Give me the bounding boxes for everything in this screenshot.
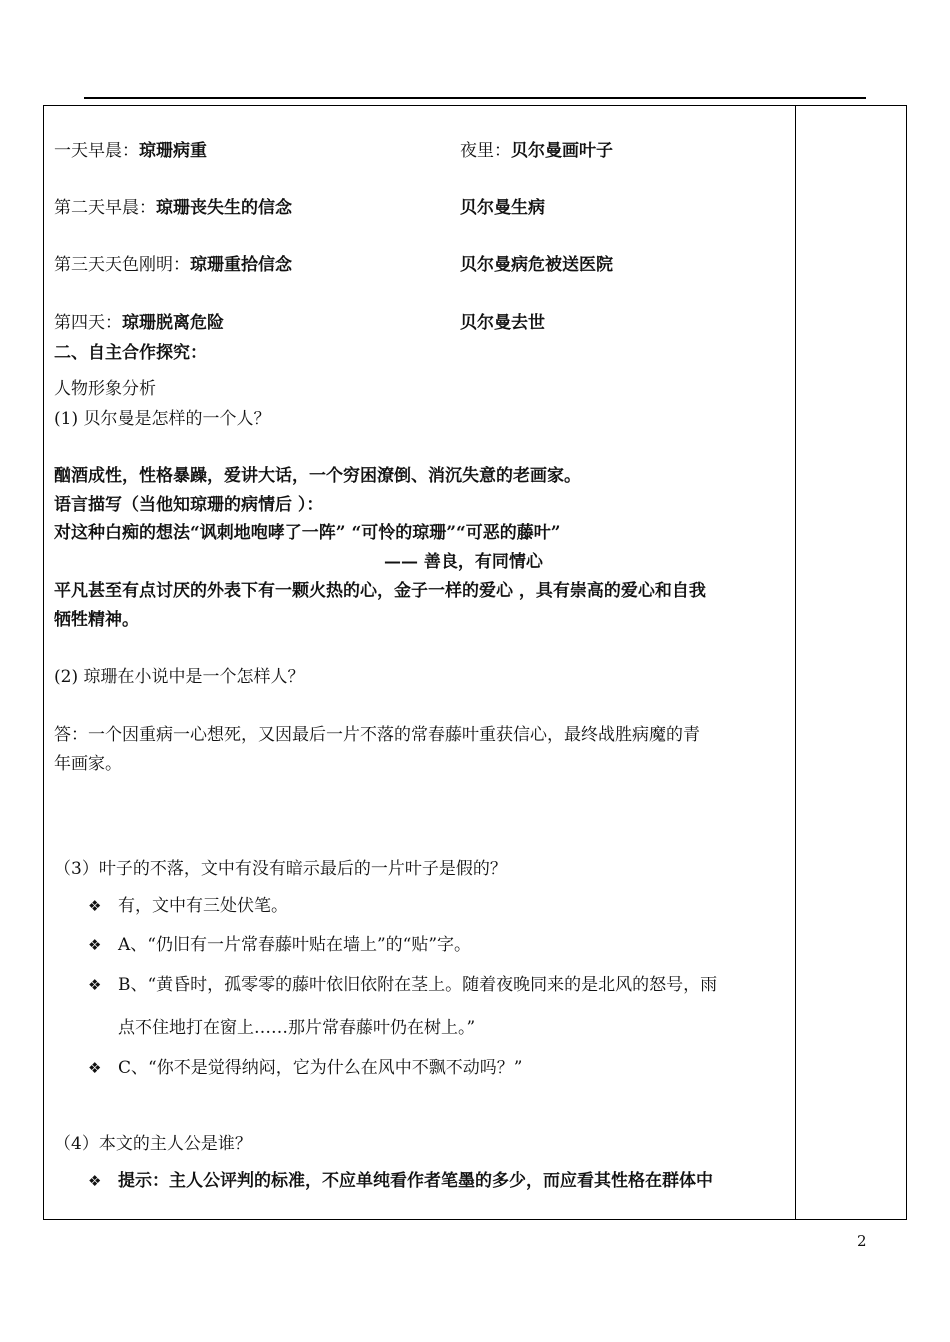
bullet-icon: ❖ [88,976,102,994]
q1-answer-line-6: 牺牲精神。 [54,610,139,630]
q3-bullet-1: ❖ 有，文中有三处伏笔。 [88,891,288,921]
bullet-icon: ❖ [88,936,102,954]
timeline-row-1-right: 夜里：贝尔曼画叶子 [460,141,613,161]
q1-answer-line-4: —— 善良，有同情心 [384,552,543,572]
q3-bullet-4: ❖ C、“你不是觉得纳闷，它为什么在风中不飘不动吗？” [88,1053,522,1083]
q3-bullet-3-continuation: 点不住地打在窗上……那片常春藤叶仍在树上。” [118,1018,476,1038]
q2-answer-line-1: 答：一个因重病一心想死，又因最后一片不落的常春藤叶重获信心，最终战胜病魔的青 [54,725,700,745]
bullet-icon: ❖ [88,1172,102,1190]
question-4: （4）本文的主人公是谁？ [54,1134,252,1154]
subsection-title: 人物形象分析 [54,379,156,399]
q1-answer-line-2: 语言描写（当他知琼珊的病情后 ）： [54,495,324,515]
bullet-icon: ❖ [88,1059,102,1077]
q1-answer-line-3: 对这种白痴的想法“讽刺地咆哮了一阵” “可怜的琼珊”“可恶的藤叶” [54,523,561,543]
q3-bullet-2: ❖ A、“仍旧有一片常春藤叶贴在墙上”的“贴”字。 [88,930,471,960]
q1-answer-line-5: 平凡甚至有点讨厌的外表下有一颗火热的心，金子一样的爱心 ，具有崇高的爱心和自我 [54,581,706,601]
question-1: (1) 贝尔曼是怎样的一个人？ [54,409,271,429]
section-title: 二、自主合作探究： [54,343,207,363]
table-column-divider [795,105,796,1220]
bullet-icon: ❖ [88,897,102,915]
timeline-row-3-left: 第三天天色刚明：琼珊重拾信念 [54,255,292,275]
timeline-row-3-right: 贝尔曼病危被送医院 [460,255,613,275]
header-rule [84,97,866,99]
q4-bullet: ❖ 提示：主人公评判的标准，不应单纯看作者笔墨的多少，而应看其性格在群体中 [88,1166,713,1196]
timeline-row-2-left: 第二天早晨：琼珊丧失生的信念 [54,198,292,218]
timeline-row-4-right: 贝尔曼去世 [460,313,545,333]
q3-bullet-3: ❖ B、“黄昏时，孤零零的藤叶依旧依附在茎上。随着夜晚同来的是北风的怒号，雨 [88,970,717,1000]
timeline-row-4-left: 第四天：琼珊脱离危险 [54,313,224,333]
page-number: 2 [857,1232,867,1250]
timeline-row-1-left: 一天早晨：琼珊病重 [54,141,207,161]
q2-answer-line-2: 年画家。 [54,754,122,774]
timeline-row-2-right: 贝尔曼生病 [460,198,545,218]
question-2: (2) 琼珊在小说中是一个怎样人？ [54,667,305,687]
q1-answer-line-1: 酗酒成性，性格暴躁，爱讲大话，一个穷困潦倒、消沉失意的老画家。 [54,466,581,486]
question-3: （3）叶子的不落，文中有没有暗示最后的一片叶子是假的？ [54,859,507,879]
